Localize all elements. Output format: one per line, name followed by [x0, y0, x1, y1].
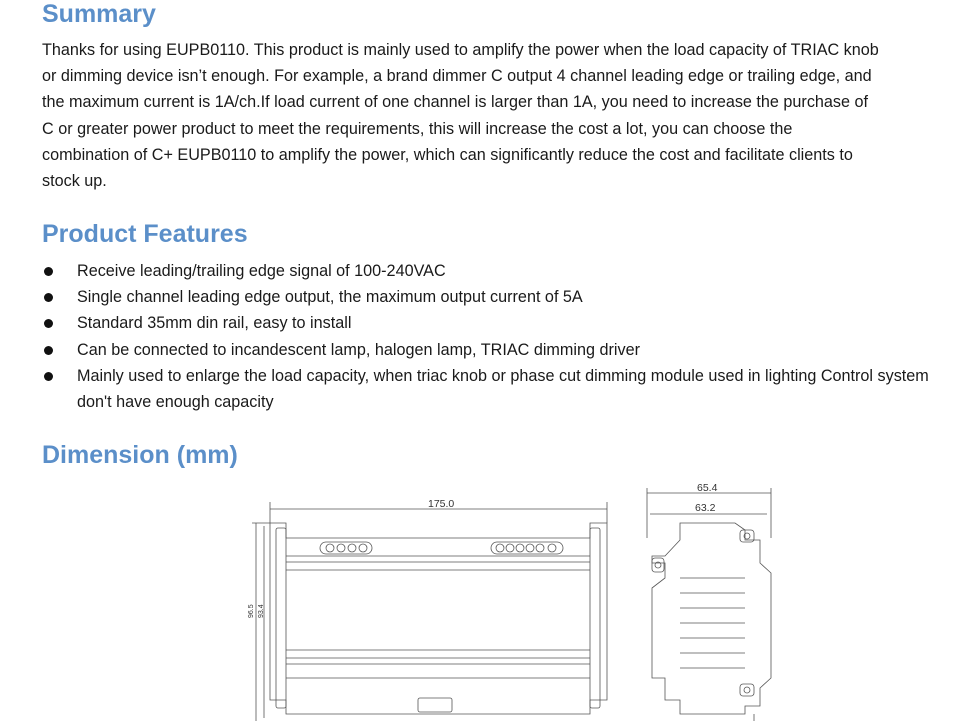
feature-text: Receive leading/trailing edge signal of 100-240VAC	[77, 262, 446, 280]
summary-line: stock up.	[42, 172, 107, 191]
feature-item	[42, 258, 947, 284]
summary-line: combination of C+ EUPB0110 to amplify the power, which can significantly reduce the cost and facilitate clients to	[42, 145, 853, 164]
dimension-drawing	[240, 478, 780, 721]
summary-line: C or greater power product to meet the requirements, this will increase the cost a lot, you can choose the	[42, 119, 793, 138]
front-view	[248, 498, 607, 721]
feature-text: Single channel leading edge output, the maximum output current of 5A	[77, 288, 583, 307]
summary-line: the maximum current is 1A/ch.If load current of one channel is larger than 1A, you need to increase the purchase of	[42, 93, 869, 112]
feature-item	[42, 310, 947, 336]
summary-heading: Summary	[42, 0, 156, 28]
features-heading: Product Features	[42, 220, 248, 248]
feature-item	[42, 337, 947, 363]
side-width-outer-label: 65.4	[697, 482, 718, 494]
bullet-icon	[44, 372, 53, 381]
summary-paragraph	[42, 37, 947, 194]
bullet-icon	[44, 346, 53, 355]
bullet-icon	[44, 293, 53, 302]
dimension-heading: Dimension (mm)	[42, 441, 238, 469]
feature-text: Standard 35mm din rail, easy to install	[77, 314, 352, 333]
front-height-inner-label: 93.4	[258, 604, 265, 618]
bullet-icon	[44, 319, 53, 328]
feature-item	[42, 284, 947, 310]
front-width-label: 175.0	[428, 498, 455, 510]
side-view	[647, 482, 771, 721]
features-list	[42, 258, 947, 415]
feature-text: Mainly used to enlarge the load capacity, when triac knob or phase cut dimming module used in lighting Control system don't have enough capacity	[77, 366, 929, 412]
feature-item	[42, 363, 947, 415]
feature-text: Can be connected to incandescent lamp, halogen lamp, TRIAC dimming driver	[77, 340, 640, 359]
front-height-outer-label: 96.5	[248, 604, 255, 618]
summary-line: Thanks for using EUPB0110. This product is mainly used to amplify the power when the load capacity of TRIAC knob	[42, 41, 879, 59]
summary-line: or dimming device isn’t enough. For example, a brand dimmer C output 4 channel leading edge or trailing edge, and	[42, 67, 872, 86]
side-width-inner-label: 63.2	[695, 502, 716, 514]
bullet-icon	[44, 267, 53, 276]
